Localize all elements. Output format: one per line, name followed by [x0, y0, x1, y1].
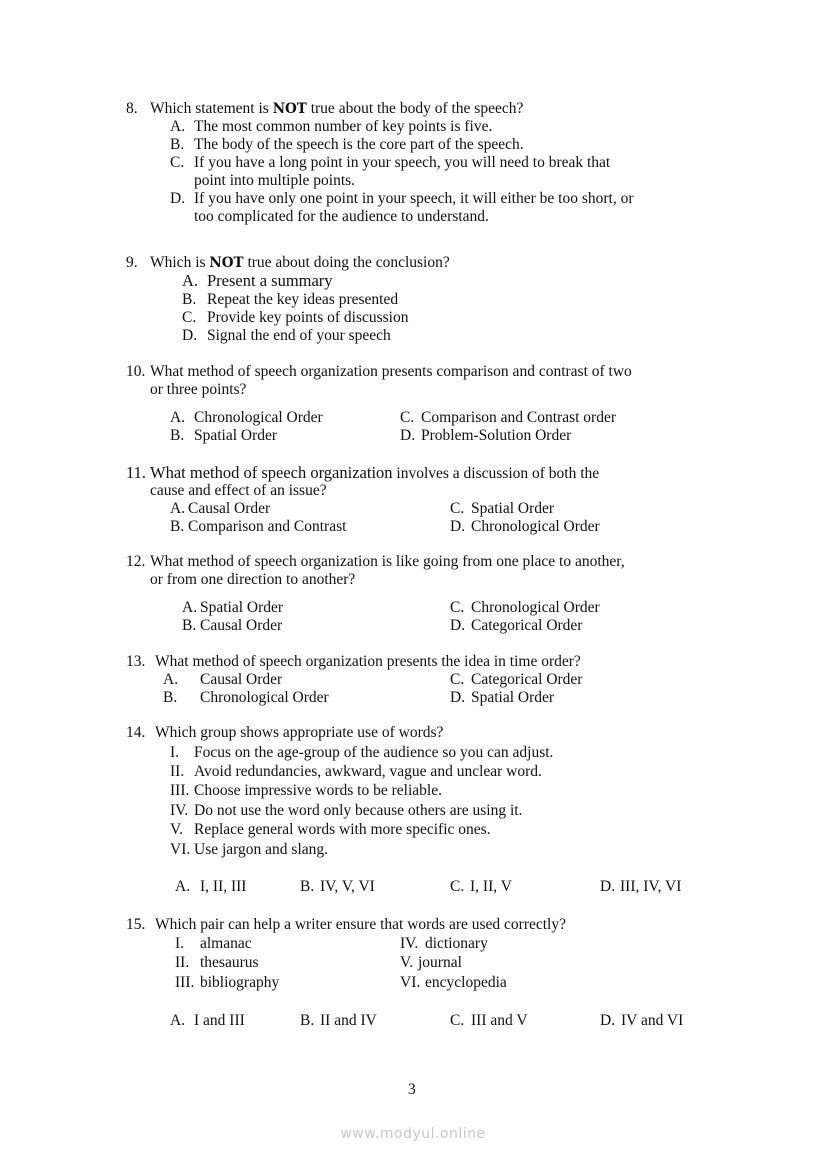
option-text: II and IV [320, 1012, 377, 1029]
option-letter: A. [163, 671, 179, 688]
stem-text: Which is [150, 254, 210, 271]
item-text: dictionary [425, 935, 488, 952]
watermark: www.modyul.online [340, 1126, 486, 1142]
stem-emphasis: NOT [272, 101, 307, 117]
option-text: IV and VI [621, 1012, 684, 1029]
option-letter: A. [175, 878, 191, 895]
option-letter: B. [182, 617, 197, 634]
option-text: Present a summary [207, 271, 333, 290]
question-stem-continued: cause and effect of an issue? [150, 482, 327, 499]
question-stem: Which group shows appropriate use of words? [155, 724, 444, 741]
item-text: journal [418, 954, 462, 971]
item-roman: IV. [400, 935, 419, 952]
item-roman: I. [175, 935, 185, 952]
question-stem-continued: or three points? [150, 381, 247, 398]
option-text-continued: too complicated for the audience to understand. [194, 208, 489, 225]
question-number: 13. [126, 653, 146, 670]
option-text-continued: point into multiple points. [194, 172, 356, 189]
option-text: Causal Order [200, 617, 283, 634]
option-letter: D. [450, 518, 466, 535]
option-letter: C. [170, 154, 185, 171]
option-letter: D. [170, 190, 186, 207]
item-roman: VI. [400, 974, 421, 991]
option-text: Repeat the key ideas presented [207, 291, 399, 308]
question-number: 14. [126, 724, 146, 741]
option-letter: B. [170, 136, 185, 153]
item-text: Choose impressive words to be reliable. [194, 782, 442, 799]
question-stem [150, 254, 450, 272]
option-text: Spatial Order [200, 599, 284, 616]
item-roman: II. [170, 763, 185, 780]
item-text: Use jargon and slang. [194, 841, 329, 858]
option-text: Causal Order [188, 500, 271, 517]
option-letter: D. [600, 1012, 616, 1029]
page-number: 3 [408, 1081, 416, 1098]
option-text: Comparison and Contrast order [421, 409, 617, 426]
question-stem: What method of speech organization is like going from one place to another, [150, 553, 625, 570]
option-letter: A. [170, 1012, 186, 1029]
option-letter: D. [400, 427, 416, 444]
option-letter: A. [182, 271, 199, 290]
option-letter: C. [450, 671, 465, 688]
option-text: III and V [471, 1012, 528, 1029]
item-roman: II. [175, 954, 190, 971]
option-letter: C. [450, 1012, 465, 1029]
option-letter: B. [300, 1012, 315, 1029]
option-text: Comparison and Contrast [188, 518, 347, 535]
option-letter: A. [170, 500, 186, 517]
question-stem [150, 100, 523, 118]
option-text: If you have only one point in your speech, it will either be too short, or [194, 190, 634, 207]
option-text: The most common number of key points is five. [194, 118, 493, 135]
option-text: Chronological Order [471, 518, 600, 535]
option-letter: B. [163, 689, 178, 706]
option-text: I and III [194, 1012, 245, 1029]
option-letter: A. [182, 599, 198, 616]
item-text: thesaurus [200, 954, 259, 971]
option-letter: C. [450, 500, 465, 517]
option-text: Causal Order [200, 671, 283, 688]
option-letter: B. [170, 427, 185, 444]
item-roman: V. [170, 821, 184, 838]
option-letter: B. [170, 518, 185, 535]
option-letter: A. [170, 118, 186, 135]
option-text: Chronological Order [200, 689, 329, 706]
item-text: Replace general words with more specific ones. [194, 821, 491, 838]
stem-text: involves a discussion of both the [392, 465, 600, 482]
option-text: Categorical Order [471, 617, 583, 634]
question-number: 11. [126, 463, 147, 482]
question-number: 15. [126, 916, 146, 933]
option-letter: C. [450, 878, 465, 895]
question-number: 9. [126, 254, 138, 271]
question-stem: Which pair can help a writer ensure that words are used correctly? [155, 916, 566, 933]
item-text: Avoid redundancies, awkward, vague and unclear word. [194, 763, 542, 780]
option-text: III, IV, VI [620, 878, 682, 895]
question-number: 8. [126, 100, 138, 117]
option-text: Spatial Order [471, 500, 555, 517]
option-letter: B. [300, 878, 315, 895]
item-roman: V. [400, 954, 414, 971]
option-text: The body of the speech is the core part of the speech. [194, 136, 524, 153]
option-letter: D. [600, 878, 616, 895]
option-text: I, II, III [200, 878, 247, 895]
option-text: If you have a long point in your speech, you will need to break that [194, 154, 611, 171]
option-letter: D. [182, 327, 198, 344]
stem-text: Which statement is [150, 100, 273, 117]
item-roman: IV. [170, 802, 189, 819]
item-text: bibliography [200, 974, 280, 991]
item-text: Focus on the age-group of the audience so you can adjust. [194, 744, 554, 761]
option-letter: D. [450, 617, 466, 634]
option-text: Categorical Order [471, 671, 583, 688]
option-letter: A. [170, 409, 186, 426]
question-stem: What method of speech organization presents the idea in time order? [155, 653, 581, 670]
question-stem: What method of speech organization presents comparison and contrast of two [150, 363, 632, 380]
option-text: Spatial Order [194, 427, 278, 444]
option-letter: B. [182, 291, 197, 308]
option-text: Chronological Order [471, 599, 600, 616]
option-text: Chronological Order [194, 409, 323, 426]
question-stem [150, 464, 599, 483]
option-letter: D. [450, 689, 466, 706]
option-text: IV, V, VI [320, 878, 375, 895]
item-roman: I. [170, 744, 180, 761]
question-number: 10. [126, 363, 146, 380]
option-letter: C. [182, 309, 197, 326]
question-stem-continued: or from one direction to another? [150, 571, 356, 588]
stem-emphasis: NOT [209, 255, 244, 271]
option-text: Signal the end of your speech [207, 327, 391, 344]
item-roman: III. [170, 782, 190, 799]
stem-text: true about the body of the speech? [306, 100, 524, 117]
stem-text: true about doing the conclusion? [243, 254, 450, 271]
item-text: almanac [200, 935, 252, 952]
option-text: I, II, V [470, 878, 512, 895]
option-letter: C. [400, 409, 415, 426]
option-text: Spatial Order [471, 689, 555, 706]
option-text: Provide key points of discussion [207, 309, 409, 326]
item-roman: VI. [170, 841, 191, 858]
option-letter: C. [450, 599, 465, 616]
item-text: encyclopedia [425, 974, 507, 991]
stem-text: What method of speech organization [150, 463, 393, 482]
item-roman: III. [175, 974, 195, 991]
option-text: Problem-Solution Order [421, 427, 572, 444]
item-text: Do not use the word only because others are using it. [194, 802, 523, 819]
question-number: 12. [126, 553, 146, 570]
